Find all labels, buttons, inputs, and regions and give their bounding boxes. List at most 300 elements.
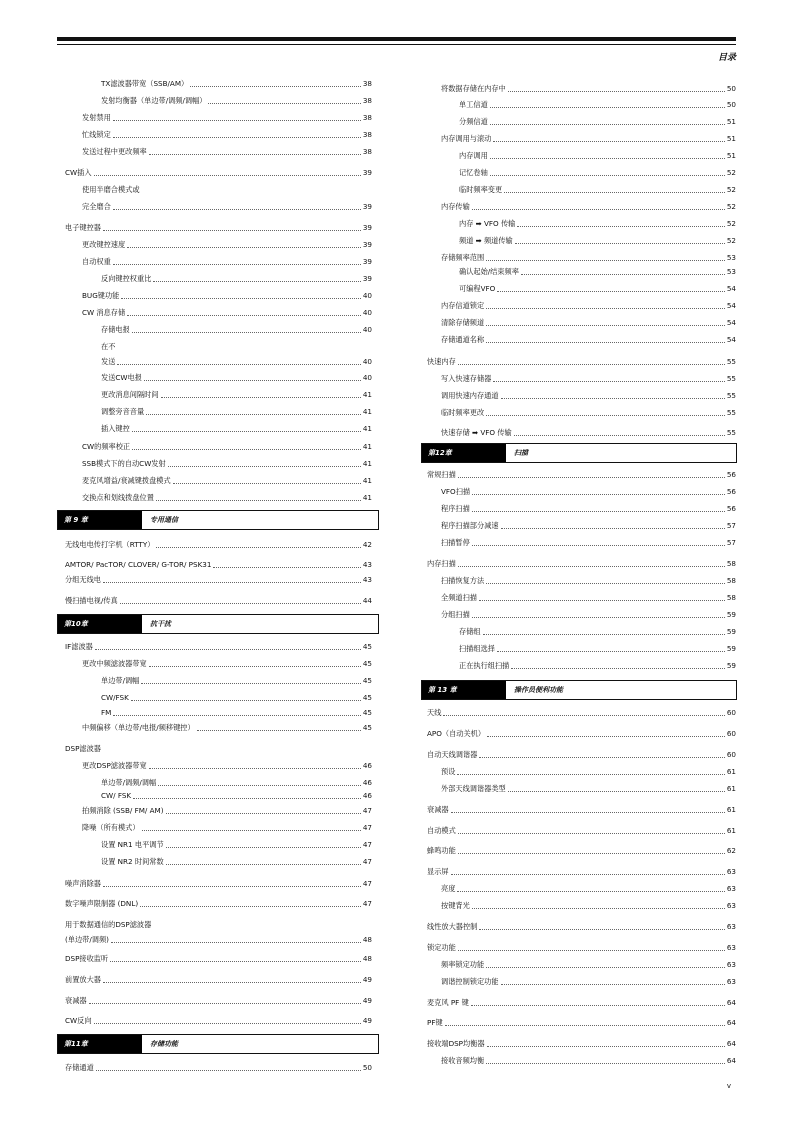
toc-entry-page: 52 [726, 236, 736, 245]
toc-entry[interactable] [421, 517, 736, 531]
toc-entry[interactable] [57, 592, 372, 606]
toc-entry[interactable] [57, 438, 372, 452]
toc-dot-leader [168, 466, 361, 467]
toc-dot-leader [131, 700, 361, 701]
toc-entry[interactable] [57, 875, 372, 889]
toc-entry-text: 内存调用与滚动 [441, 134, 492, 143]
toc-entry-text: 分组扫描 [441, 610, 470, 619]
toc-entry-text: 完全磨合 [82, 202, 111, 211]
toc-entry[interactable] [421, 164, 736, 178]
toc-entry[interactable] [57, 719, 372, 733]
toc-entry-page: 41 [362, 493, 372, 502]
toc-entry-text: 更改键控速度 [82, 240, 126, 249]
toc-dot-leader [511, 668, 725, 669]
toc-dot-leader [472, 617, 725, 618]
toc-entry-page: 50 [726, 84, 736, 93]
toc-entry[interactable] [421, 353, 736, 367]
toc-dot-leader [487, 736, 725, 737]
toc-entry-page: 64 [726, 1018, 736, 1027]
toc-entry-page: 63 [726, 901, 736, 910]
toc-entry-text: VFO扫描 [441, 487, 471, 496]
toc-dot-leader [501, 398, 725, 399]
toc-dot-leader [142, 830, 361, 831]
toc-dot-leader [457, 774, 724, 775]
toc-entry-text: 设置 NR2 时间常数 [101, 857, 164, 866]
toc-entry-page: 50 [726, 100, 736, 109]
toc-entry-page: 40 [362, 325, 372, 334]
toc-entry[interactable] [421, 80, 736, 94]
toc-dot-leader [156, 500, 361, 501]
toc-entry-page: 63 [726, 922, 736, 931]
toc-entry-text: 按键背光 [441, 901, 470, 910]
toc-dot-leader [472, 494, 725, 495]
toc-entry-text: 慢扫描电视/传真 [65, 596, 118, 605]
toc-entry-page: 45 [362, 723, 372, 732]
toc-dot-leader [166, 847, 361, 848]
toc-entry[interactable] [421, 863, 736, 877]
toc-entry-page: 40 [362, 357, 372, 366]
toc-entry[interactable] [57, 802, 372, 816]
toc-entry[interactable] [421, 1014, 736, 1028]
toc-entry-page: 48 [362, 954, 372, 963]
toc-entry-text: CW插入 [65, 168, 92, 177]
toc-entry[interactable] [57, 536, 372, 550]
toc-entry[interactable] [57, 253, 372, 267]
toc-entry-text: 扫描组选择 [459, 644, 495, 653]
toc-entry[interactable] [57, 143, 372, 157]
chapter-heading-11 [57, 1034, 379, 1054]
toc-entry-text: 可编程VFO [459, 284, 496, 293]
toc-entry[interactable] [421, 113, 736, 127]
toc-entry[interactable] [421, 232, 736, 246]
toc-entry[interactable] [57, 270, 372, 284]
toc-entry[interactable] [57, 403, 372, 417]
toc-entry[interactable] [421, 939, 736, 953]
toc-entry-text: 拍频消除 (SSB/ FM/ AM) [82, 806, 164, 815]
toc-entry-page: 63 [726, 884, 736, 893]
toc-entry[interactable] [57, 338, 372, 352]
toc-entry-text: 降噪（所有模式） [82, 823, 140, 832]
toc-entry-text: 外部天线调谐器类型 [441, 784, 506, 793]
toc-entry[interactable] [421, 500, 736, 514]
toc-entry[interactable] [57, 386, 372, 400]
toc-entry-page: 52 [726, 202, 736, 211]
toc-entry-text: 蜂鸣功能 [427, 846, 456, 855]
toc-entry[interactable] [421, 424, 736, 438]
toc-entry-text: 发射均衡器（单边带/调频/调幅） [101, 96, 207, 105]
toc-entry[interactable] [57, 219, 372, 233]
toc-entry-page: 53 [726, 253, 736, 262]
toc-dot-leader [144, 380, 361, 381]
toc-entry[interactable] [57, 369, 372, 383]
toc-dot-leader [517, 226, 725, 227]
toc-entry-page: 44 [362, 596, 372, 605]
toc-entry-page: 54 [726, 335, 736, 344]
toc-entry-text: 记忆卷轴 [459, 168, 488, 177]
toc-entry-page: 54 [726, 301, 736, 310]
toc-entry-page: 51 [726, 134, 736, 143]
toc-entry-text: 忙线锁定 [82, 130, 111, 139]
toc-entry-page: 49 [362, 996, 372, 1005]
toc-entry-text: 程序扫描部分减速 [441, 521, 499, 530]
header-rule-thick [57, 37, 736, 41]
toc-entry[interactable] [57, 164, 372, 178]
toc-entry[interactable] [57, 836, 372, 850]
toc-entry-text: 清除存储频道 [441, 318, 485, 327]
toc-entry[interactable] [421, 370, 736, 384]
toc-entry[interactable] [421, 880, 736, 894]
toc-dot-leader [94, 175, 361, 176]
toc-entry[interactable] [57, 571, 372, 585]
toc-entry-page: 47 [362, 806, 372, 815]
toc-entry[interactable] [421, 897, 736, 911]
toc-entry[interactable] [421, 956, 736, 970]
toc-dot-leader [497, 651, 725, 652]
toc-dot-leader [514, 435, 725, 436]
toc-entry-text: 发射禁用 [82, 113, 111, 122]
toc-entry-text: 麦克风 PF 键 [427, 998, 469, 1007]
toc-dot-leader [497, 291, 725, 292]
toc-dot-leader [127, 315, 361, 316]
toc-entry[interactable] [57, 895, 372, 909]
toc-entry[interactable] [421, 704, 736, 718]
toc-dot-leader [190, 86, 361, 87]
toc-entry-page: 47 [362, 840, 372, 849]
toc-entry[interactable] [421, 555, 736, 569]
toc-entry-page: 41 [362, 424, 372, 433]
toc-entry-page: 62 [726, 846, 736, 855]
toc-entry-text: 更改消息间隔时间 [101, 390, 159, 399]
toc-dot-leader [110, 961, 361, 962]
toc-entry[interactable] [421, 130, 736, 144]
toc-entry-text: 自动权重 [82, 257, 111, 266]
toc-entry-text: 无线电电传打字机（RTTY） [65, 540, 155, 549]
toc-entry-text: 分组无线电 [65, 575, 101, 584]
toc-entry-page: 59 [726, 627, 736, 636]
toc-dot-leader [113, 264, 361, 265]
toc-entry-text: 电子键控器 [65, 223, 101, 232]
toc-entry-text: 临时频率更改 [441, 408, 485, 417]
toc-dot-leader [508, 91, 725, 92]
toc-dot-leader [508, 791, 725, 792]
toc-entry-text: 单边带/调频/调幅 [101, 778, 157, 787]
toc-entry[interactable] [421, 96, 736, 110]
toc-entry[interactable] [57, 931, 372, 945]
toc-entry-page: 47 [362, 823, 372, 832]
toc-entry-page: 39 [362, 257, 372, 266]
toc-entry[interactable] [421, 297, 736, 311]
toc-entry-text: 麦克风增益/衰减键拨盘模式 [82, 476, 171, 485]
toc-dot-leader [493, 381, 725, 382]
toc-entry-page: 59 [726, 644, 736, 653]
chapter-heading-10 [57, 614, 379, 634]
toc-dot-leader [445, 1025, 725, 1026]
toc-entry-page: 45 [362, 676, 372, 685]
toc-entry[interactable] [57, 353, 372, 367]
toc-entry[interactable] [421, 466, 736, 480]
toc-dot-leader [113, 715, 361, 716]
toc-dot-leader [146, 414, 361, 415]
toc-dot-leader [451, 874, 725, 875]
toc-dot-leader [486, 308, 725, 309]
toc-entry[interactable] [57, 655, 372, 669]
chapter-heading-9 [57, 510, 379, 530]
toc-entry-page: 60 [726, 729, 736, 738]
toc-entry[interactable] [57, 819, 372, 833]
toc-dot-leader [479, 929, 725, 930]
toc-entry[interactable] [57, 181, 372, 195]
toc-entry[interactable] [421, 331, 736, 345]
toc-entry-page: 52 [726, 185, 736, 194]
toc-entry-page: 64 [726, 1039, 736, 1048]
toc-entry-page: 39 [362, 240, 372, 249]
toc-entry-page: 55 [726, 428, 736, 437]
toc-dot-leader [490, 107, 725, 108]
toc-entry[interactable] [57, 689, 372, 703]
toc-entry[interactable] [421, 725, 736, 739]
toc-entry[interactable] [421, 623, 736, 637]
toc-entry[interactable] [57, 126, 372, 140]
toc-entry-text: 调用快速内存通道 [441, 391, 499, 400]
toc-entry[interactable] [421, 763, 736, 777]
toc-dot-leader [132, 431, 361, 432]
toc-entry-text: 存储通道名称 [441, 335, 485, 344]
toc-entry[interactable] [57, 321, 372, 335]
toc-entry[interactable] [57, 950, 372, 964]
toc-dot-leader [515, 243, 725, 244]
toc-entry[interactable] [57, 109, 372, 123]
toc-entry[interactable] [57, 198, 372, 212]
toc-entry[interactable] [421, 387, 736, 401]
toc-entry-text: 临时频率变更 [459, 185, 503, 194]
toc-entry[interactable] [421, 994, 736, 1008]
toc-entry[interactable] [421, 181, 736, 195]
toc-entry-page: 57 [726, 538, 736, 547]
toc-entry-page: 40 [362, 291, 372, 300]
toc-entry-page: 63 [726, 867, 736, 876]
toc-entry-page: 39 [362, 168, 372, 177]
toc-entry-text: 快速存储 ➡ VFO 传输 [441, 428, 512, 437]
toc-entry-text: 存储频率范围 [441, 253, 485, 262]
toc-entry-page: 41 [362, 476, 372, 485]
toc-dot-leader [127, 247, 361, 248]
toc-dot-leader [471, 1005, 725, 1006]
toc-entry[interactable] [57, 92, 372, 106]
toc-entry-text: 存储电报 [101, 325, 130, 334]
toc-dot-leader [132, 332, 361, 333]
toc-dot-leader [472, 511, 725, 512]
toc-entry-page: 52 [726, 168, 736, 177]
toc-dot-leader [458, 364, 725, 365]
toc-entry[interactable] [421, 822, 736, 836]
toc-entry-text: IF滤波器 [65, 642, 93, 651]
toc-entry[interactable] [57, 556, 372, 570]
toc-entry[interactable] [57, 638, 372, 652]
toc-entry[interactable] [421, 534, 736, 548]
toc-entry-page: 45 [362, 642, 372, 651]
toc-entry-text: 调整旁音音量 [101, 407, 145, 416]
toc-entry[interactable] [57, 704, 372, 718]
toc-dot-leader [451, 812, 725, 813]
toc-dot-leader [472, 545, 725, 546]
toc-entry-page: 45 [362, 693, 372, 702]
toc-entry-text: 天线 [427, 708, 442, 717]
toc-entry[interactable] [421, 1035, 736, 1049]
toc-entry-text: 噪声消除器 [65, 879, 101, 888]
toc-entry-page: 61 [726, 805, 736, 814]
toc-dot-leader [486, 260, 725, 261]
toc-dot-leader [486, 583, 725, 584]
toc-entry[interactable] [421, 780, 736, 794]
chapter-title: 扫描 [514, 449, 528, 457]
toc-entry-text: 自动天线调谐器 [427, 750, 478, 759]
toc-dot-leader [521, 274, 725, 275]
toc-entry[interactable] [57, 757, 372, 771]
toc-entry-page: 63 [726, 977, 736, 986]
toc-entry[interactable] [57, 672, 372, 686]
toc-dot-leader [486, 967, 725, 968]
toc-entry-text: DSP滤波器 [65, 744, 101, 753]
toc-entry[interactable] [421, 973, 736, 987]
toc-entry[interactable] [57, 916, 372, 930]
toc-entry[interactable] [57, 455, 372, 469]
toc-entry-text: CW的频率校正 [82, 442, 131, 451]
toc-entry-page: 60 [726, 708, 736, 717]
toc-entry[interactable] [421, 746, 736, 760]
toc-entry-page: 41 [362, 407, 372, 416]
toc-dot-leader [501, 528, 725, 529]
toc-entry[interactable] [57, 787, 372, 801]
toc-entry[interactable] [57, 287, 372, 301]
toc-entry-text: 程序扫描 [441, 504, 470, 513]
toc-entry-text: 单工信道 [459, 100, 488, 109]
toc-entry-text: 全频道扫描 [441, 593, 477, 602]
toc-entry-page: 55 [726, 374, 736, 383]
toc-entry-text: CW 消息存储 [82, 308, 126, 317]
toc-entry-text: 分频信道 [459, 117, 488, 126]
toc-dot-leader [113, 137, 361, 138]
toc-entry[interactable] [421, 249, 736, 263]
toc-entry-page: 38 [362, 147, 372, 156]
toc-dot-leader [458, 477, 725, 478]
toc-entry-text: 发送过程中更改频率 [82, 147, 147, 156]
toc-dot-leader [166, 813, 361, 814]
toc-entry-text: APO（自动关机） [427, 729, 486, 738]
toc-entry[interactable] [421, 215, 736, 229]
toc-entry-page: 51 [726, 117, 736, 126]
toc-entry[interactable] [421, 198, 736, 212]
toc-entry-page: 47 [362, 879, 372, 888]
toc-entry-text: 存储通道 [65, 1063, 94, 1072]
toc-entry[interactable] [57, 853, 372, 867]
toc-entry-page: 54 [726, 284, 736, 293]
toc-entry[interactable] [421, 842, 736, 856]
toc-entry-page: 47 [362, 857, 372, 866]
toc-entry-text: 接收端DSP均衡器 [427, 1039, 485, 1048]
toc-entry[interactable] [421, 404, 736, 418]
toc-entry-text: 将数据存储在内存中 [441, 84, 506, 93]
toc-entry-text: DSP接收监听 [65, 954, 109, 963]
toc-entry[interactable] [57, 971, 372, 985]
toc-dot-leader [173, 483, 361, 484]
toc-entry-text: 频道 ➡ 频道传输 [459, 236, 513, 245]
toc-entry[interactable] [421, 1052, 736, 1066]
toc-entry[interactable] [57, 304, 372, 318]
toc-entry-text: 锁定功能 [427, 943, 456, 952]
toc-entry-text: AMTOR/ PacTOR/ CLOVER/ G-TOR/ PSK31 [65, 560, 212, 569]
toc-dot-leader [94, 1023, 361, 1024]
toc-entry-text: 在不 [101, 342, 116, 351]
toc-dot-leader [121, 298, 361, 299]
toc-entry-page: 57 [726, 521, 736, 530]
toc-entry[interactable] [421, 801, 736, 815]
toc-entry[interactable] [57, 740, 372, 754]
toc-entry-text: 自动模式 [427, 826, 456, 835]
toc-entry[interactable] [57, 420, 372, 434]
toc-entry[interactable] [57, 75, 372, 89]
toc-entry[interactable] [421, 483, 736, 497]
chapter-title: 操作员便利功能 [514, 686, 563, 694]
toc-entry-text: 快速内存 [427, 357, 456, 366]
toc-entry[interactable] [57, 236, 372, 250]
toc-dot-leader [458, 853, 725, 854]
toc-dot-leader [120, 603, 361, 604]
toc-entry-page: 47 [362, 899, 372, 908]
toc-entry[interactable] [57, 1059, 372, 1073]
toc-entry[interactable] [421, 589, 736, 603]
toc-entry-page: 63 [726, 943, 736, 952]
page-number: v [726, 1082, 731, 1090]
toc-entry-page: 48 [362, 935, 372, 944]
toc-entry-text: 正在执行组扫描 [459, 661, 510, 670]
toc-entry-text: 确认起始/结束频率 [459, 267, 519, 276]
toc-entry-page: 41 [362, 442, 372, 451]
toc-dot-leader [213, 567, 360, 568]
toc-entry[interactable] [421, 640, 736, 654]
toc-entry[interactable] [421, 147, 736, 161]
toc-entry[interactable] [421, 657, 736, 671]
toc-entry[interactable] [57, 489, 372, 503]
toc-entry[interactable] [57, 1012, 372, 1026]
toc-entry[interactable] [421, 314, 736, 328]
toc-dot-leader [89, 1003, 361, 1004]
toc-dot-leader [140, 906, 361, 907]
toc-entry-page: 60 [726, 750, 736, 759]
toc-entry[interactable] [57, 992, 372, 1006]
toc-entry[interactable] [421, 263, 736, 277]
toc-entry[interactable] [421, 572, 736, 586]
toc-entry[interactable] [57, 472, 372, 486]
toc-entry-text: 调谐控制锁定功能 [441, 977, 499, 986]
toc-dot-leader [493, 141, 725, 142]
toc-dot-leader [490, 124, 725, 125]
toc-entry-text: (单边带/调频) [65, 935, 109, 944]
toc-entry-page: 54 [726, 318, 736, 327]
toc-entry-text: 反向键控权重比 [101, 274, 152, 283]
toc-entry-text: 设置 NR1 电平调节 [101, 840, 164, 849]
toc-entry-page: 58 [726, 559, 736, 568]
toc-dot-leader [132, 449, 361, 450]
toc-entry[interactable] [421, 918, 736, 932]
toc-entry-page: 59 [726, 661, 736, 670]
toc-entry-text: CW反向 [65, 1016, 92, 1025]
toc-entry[interactable] [57, 774, 372, 788]
toc-entry[interactable] [421, 606, 736, 620]
toc-entry-page: 42 [362, 540, 372, 549]
toc-entry[interactable] [421, 280, 736, 294]
toc-entry-text: 前置放大器 [65, 975, 101, 984]
toc-dot-leader [113, 209, 361, 210]
